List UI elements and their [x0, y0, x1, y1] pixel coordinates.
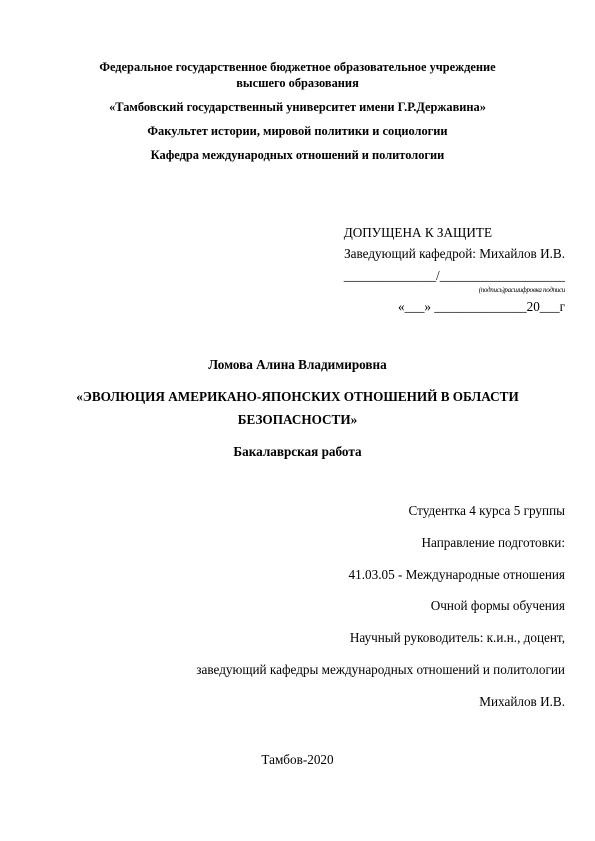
signature-line: ______________/___________________: [343, 268, 565, 283]
supervisor-label: Научный руководитель: к.и.н., доцент,: [349, 630, 565, 645]
faculty-name: Факультет истории, мировой политики и социологии: [147, 124, 448, 138]
institution-type-line1: Федеральное государственное бюджетное образовательное учреждение: [99, 60, 496, 74]
study-form: Очной формы обучения: [430, 598, 565, 613]
university-name: «Тамбовский государственный университет имени Г.Р.Державина»: [109, 100, 486, 114]
department-name: Кафедра международных отношений и политологии: [150, 148, 445, 162]
work-title-line2: БЕЗОПАСНОСТИ»: [237, 412, 358, 427]
work-title-line1: «ЭВОЛЮЦИЯ АМЕРИКАНО-ЯПОНСКИХ ОТНОШЕНИЙ В ОБЛАСТИ: [76, 389, 519, 404]
author-name: Ломова Алина Владимировна: [208, 357, 387, 372]
city-year: Тамбов-2020: [261, 752, 334, 767]
supervisor-position: заведующий кафедры международных отношений и политологии: [196, 662, 565, 677]
signature-caption: (подпись)расшифровка подписи: [478, 286, 565, 294]
work-type: Бакалаврская работа: [233, 444, 362, 459]
approval-title: ДОПУЩЕНА К ЗАЩИТЕ: [343, 225, 492, 240]
approval-date-line: «___» ______________20___г: [398, 299, 565, 314]
direction-value: 41.03.05 - Международные отношения: [348, 567, 565, 582]
institution-type-line2: высшего образования: [236, 76, 359, 90]
supervisor-name: Михайлов И.В.: [479, 694, 565, 709]
approval-head: Заведующий кафедрой: Михайлов И.В.: [344, 246, 565, 261]
direction-label: Направление подготовки:: [421, 535, 565, 550]
student-course: Студентка 4 курса 5 группы: [408, 503, 565, 518]
